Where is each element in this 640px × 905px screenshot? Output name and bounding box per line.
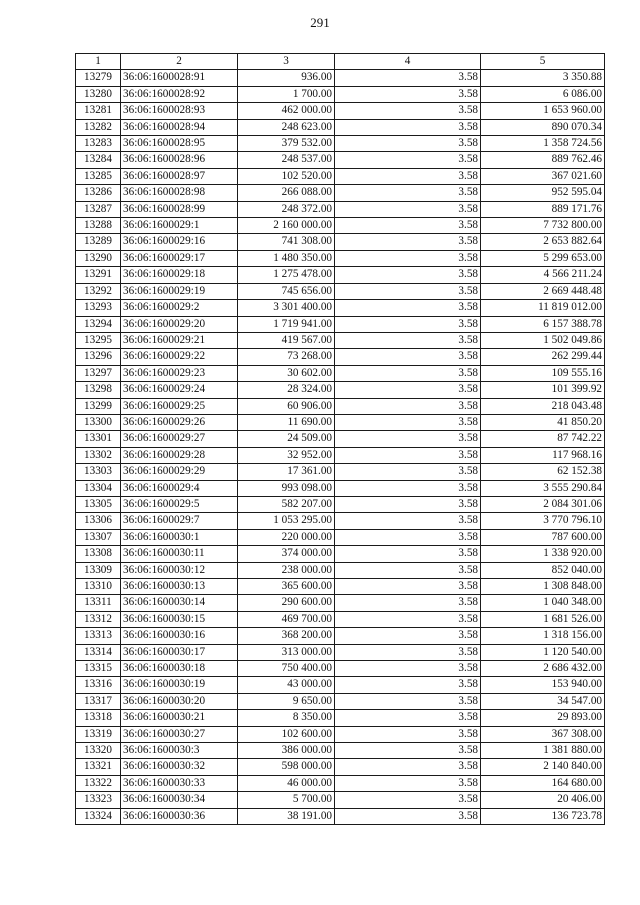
row-number-cell: 13289 (76, 234, 121, 250)
rate-cell: 3.58 (335, 644, 481, 660)
table-row (76, 562, 605, 578)
total-cell: 5 299 653.00 (481, 250, 605, 266)
table-row (76, 792, 605, 808)
table-row (76, 103, 605, 119)
value-cell: 220 000.00 (238, 529, 335, 545)
cadastral-number-cell: 36:06:1600028:99 (121, 201, 238, 217)
total-cell: 101 399.92 (481, 382, 605, 398)
row-number-cell: 13294 (76, 316, 121, 332)
row-number-cell: 13322 (76, 775, 121, 791)
total-cell: 218 043.48 (481, 398, 605, 414)
cadastral-value-table (75, 53, 605, 825)
cadastral-number-cell: 36:06:1600030:16 (121, 628, 238, 644)
cadastral-number-cell: 36:06:1600030:11 (121, 546, 238, 562)
value-cell: 102 600.00 (238, 726, 335, 742)
table-row (76, 464, 605, 480)
row-number-cell: 13297 (76, 365, 121, 381)
column-header-5: 5 (481, 54, 605, 70)
row-number-cell: 13309 (76, 562, 121, 578)
cadastral-number-cell: 36:06:1600029:2 (121, 300, 238, 316)
cadastral-number-cell: 36:06:1600029:22 (121, 349, 238, 365)
row-number-cell: 13314 (76, 644, 121, 660)
total-cell: 2 084 301.06 (481, 496, 605, 512)
total-cell: 34 547.00 (481, 693, 605, 709)
rate-cell: 3.58 (335, 529, 481, 545)
total-cell: 6 086.00 (481, 86, 605, 102)
row-number-cell: 13319 (76, 726, 121, 742)
rate-cell: 3.58 (335, 332, 481, 348)
total-cell: 6 157 388.78 (481, 316, 605, 332)
row-number-cell: 13310 (76, 579, 121, 595)
total-cell: 367 021.60 (481, 168, 605, 184)
page-number: 291 (310, 15, 330, 30)
table-row (76, 185, 605, 201)
table-row (76, 70, 605, 86)
rate-cell: 3.58 (335, 579, 481, 595)
table-header-row (76, 54, 605, 70)
table-row (76, 743, 605, 759)
total-cell: 952 595.04 (481, 185, 605, 201)
cadastral-number-cell: 36:06:1600029:28 (121, 447, 238, 463)
total-cell: 136 723.78 (481, 808, 605, 824)
cadastral-number-cell: 36:06:1600029:4 (121, 480, 238, 496)
value-cell: 73 268.00 (238, 349, 335, 365)
table-row (76, 447, 605, 463)
cadastral-number-cell: 36:06:1600029:25 (121, 398, 238, 414)
value-cell: 750 400.00 (238, 661, 335, 677)
table-row (76, 119, 605, 135)
total-cell: 1 381 880.00 (481, 743, 605, 759)
total-cell: 367 308.00 (481, 726, 605, 742)
rate-cell: 3.58 (335, 103, 481, 119)
total-cell: 20 406.00 (481, 792, 605, 808)
row-number-cell: 13303 (76, 464, 121, 480)
table-row (76, 332, 605, 348)
cadastral-number-cell: 36:06:1600028:93 (121, 103, 238, 119)
cadastral-number-cell: 36:06:1600029:24 (121, 382, 238, 398)
value-cell: 1 719 941.00 (238, 316, 335, 332)
cadastral-number-cell: 36:06:1600030:3 (121, 743, 238, 759)
cadastral-number-cell: 36:06:1600028:92 (121, 86, 238, 102)
rate-cell: 3.58 (335, 628, 481, 644)
value-cell: 17 361.00 (238, 464, 335, 480)
total-cell: 1 502 049.86 (481, 332, 605, 348)
row-number-cell: 13290 (76, 250, 121, 266)
value-cell: 102 520.00 (238, 168, 335, 184)
row-number-cell: 13283 (76, 136, 121, 152)
cadastral-number-cell: 36:06:1600029:5 (121, 496, 238, 512)
rate-cell: 3.58 (335, 775, 481, 791)
table-row (76, 759, 605, 775)
table-body (76, 70, 605, 825)
row-number-cell: 13293 (76, 300, 121, 316)
cadastral-number-cell: 36:06:1600029:27 (121, 431, 238, 447)
value-cell: 386 000.00 (238, 743, 335, 759)
cadastral-number-cell: 36:06:1600030:18 (121, 661, 238, 677)
table-row (76, 595, 605, 611)
value-cell: 8 350.00 (238, 710, 335, 726)
rate-cell: 3.58 (335, 250, 481, 266)
cadastral-number-cell: 36:06:1600029:21 (121, 332, 238, 348)
rate-cell: 3.58 (335, 480, 481, 496)
row-number-cell: 13305 (76, 496, 121, 512)
row-number-cell: 13280 (76, 86, 121, 102)
cadastral-number-cell: 36:06:1600029:16 (121, 234, 238, 250)
row-number-cell: 13298 (76, 382, 121, 398)
table-row (76, 579, 605, 595)
row-number-cell: 13318 (76, 710, 121, 726)
cadastral-number-cell: 36:06:1600030:34 (121, 792, 238, 808)
value-cell: 5 700.00 (238, 792, 335, 808)
total-cell: 852 040.00 (481, 562, 605, 578)
value-cell: 598 000.00 (238, 759, 335, 775)
rate-cell: 3.58 (335, 661, 481, 677)
row-number-cell: 13324 (76, 808, 121, 824)
table-row (76, 710, 605, 726)
row-number-cell: 13284 (76, 152, 121, 168)
row-number-cell: 13320 (76, 743, 121, 759)
rate-cell: 3.58 (335, 398, 481, 414)
cadastral-number-cell: 36:06:1600030:14 (121, 595, 238, 611)
cadastral-number-cell: 36:06:1600029:1 (121, 218, 238, 234)
rate-cell: 3.58 (335, 218, 481, 234)
rate-cell: 3.58 (335, 759, 481, 775)
cadastral-number-cell: 36:06:1600030:19 (121, 677, 238, 693)
rate-cell: 3.58 (335, 693, 481, 709)
rate-cell: 3.58 (335, 365, 481, 381)
total-cell: 11 819 012.00 (481, 300, 605, 316)
rate-cell: 3.58 (335, 447, 481, 463)
total-cell: 3 555 290.84 (481, 480, 605, 496)
cadastral-number-cell: 36:06:1600028:91 (121, 70, 238, 86)
total-cell: 2 669 448.48 (481, 283, 605, 299)
table-row (76, 611, 605, 627)
value-cell: 462 000.00 (238, 103, 335, 119)
cadastral-number-cell: 36:06:1600029:29 (121, 464, 238, 480)
rate-cell: 3.58 (335, 792, 481, 808)
table-row (76, 316, 605, 332)
rate-cell: 3.58 (335, 562, 481, 578)
cadastral-number-cell: 36:06:1600030:21 (121, 710, 238, 726)
cadastral-number-cell: 36:06:1600028:94 (121, 119, 238, 135)
row-number-cell: 13312 (76, 611, 121, 627)
cadastral-number-cell: 36:06:1600029:26 (121, 414, 238, 430)
rate-cell: 3.58 (335, 283, 481, 299)
total-cell: 1 040 348.00 (481, 595, 605, 611)
value-cell: 46 000.00 (238, 775, 335, 791)
cadastral-number-cell: 36:06:1600029:20 (121, 316, 238, 332)
total-cell: 1 308 848.00 (481, 579, 605, 595)
table-row (76, 267, 605, 283)
value-cell: 3 301 400.00 (238, 300, 335, 316)
table-row (76, 529, 605, 545)
total-cell: 7 732 800.00 (481, 218, 605, 234)
table-row (76, 808, 605, 824)
row-number-cell: 13295 (76, 332, 121, 348)
table-row (76, 628, 605, 644)
row-number-cell: 13292 (76, 283, 121, 299)
rate-cell: 3.58 (335, 70, 481, 86)
total-cell: 1 338 920.00 (481, 546, 605, 562)
rate-cell: 3.58 (335, 726, 481, 742)
value-cell: 11 690.00 (238, 414, 335, 430)
total-cell: 4 566 211.24 (481, 267, 605, 283)
table-row (76, 496, 605, 512)
value-cell: 469 700.00 (238, 611, 335, 627)
rate-cell: 3.58 (335, 546, 481, 562)
row-number-cell: 13301 (76, 431, 121, 447)
table-row (76, 300, 605, 316)
value-cell: 419 567.00 (238, 332, 335, 348)
value-cell: 43 000.00 (238, 677, 335, 693)
row-number-cell: 13287 (76, 201, 121, 217)
rate-cell: 3.58 (335, 300, 481, 316)
table-row (76, 136, 605, 152)
total-cell: 117 968.16 (481, 447, 605, 463)
total-cell: 153 940.00 (481, 677, 605, 693)
rate-cell: 3.58 (335, 201, 481, 217)
cadastral-number-cell: 36:06:1600030:32 (121, 759, 238, 775)
rate-cell: 3.58 (335, 382, 481, 398)
rate-cell: 3.58 (335, 86, 481, 102)
cadastral-number-cell: 36:06:1600030:17 (121, 644, 238, 660)
row-number-cell: 13323 (76, 792, 121, 808)
column-header-4: 4 (335, 54, 481, 70)
value-cell: 9 650.00 (238, 693, 335, 709)
total-cell: 2 686 432.00 (481, 661, 605, 677)
table-row (76, 677, 605, 693)
table-row (76, 86, 605, 102)
row-number-cell: 13321 (76, 759, 121, 775)
row-number-cell: 13306 (76, 513, 121, 529)
value-cell: 379 532.00 (238, 136, 335, 152)
total-cell: 62 152.38 (481, 464, 605, 480)
value-cell: 1 480 350.00 (238, 250, 335, 266)
table-row (76, 431, 605, 447)
cadastral-number-cell: 36:06:1600028:97 (121, 168, 238, 184)
rate-cell: 3.58 (335, 710, 481, 726)
table-row (76, 775, 605, 791)
value-cell: 28 324.00 (238, 382, 335, 398)
row-number-cell: 13288 (76, 218, 121, 234)
cadastral-number-cell: 36:06:1600030:27 (121, 726, 238, 742)
rate-cell: 3.58 (335, 611, 481, 627)
cadastral-number-cell: 36:06:1600030:12 (121, 562, 238, 578)
cadastral-number-cell: 36:06:1600030:1 (121, 529, 238, 545)
rate-cell: 3.58 (335, 595, 481, 611)
cadastral-number-cell: 36:06:1600029:23 (121, 365, 238, 381)
total-cell: 889 762.46 (481, 152, 605, 168)
cadastral-number-cell: 36:06:1600030:36 (121, 808, 238, 824)
table-row (76, 218, 605, 234)
value-cell: 1 053 295.00 (238, 513, 335, 529)
row-number-cell: 13315 (76, 661, 121, 677)
value-cell: 248 537.00 (238, 152, 335, 168)
table-row (76, 349, 605, 365)
total-cell: 1 318 156.00 (481, 628, 605, 644)
rate-cell: 3.58 (335, 349, 481, 365)
rate-cell: 3.58 (335, 496, 481, 512)
rate-cell: 3.58 (335, 808, 481, 824)
table-row (76, 382, 605, 398)
rate-cell: 3.58 (335, 267, 481, 283)
value-cell: 365 600.00 (238, 579, 335, 595)
value-cell: 32 952.00 (238, 447, 335, 463)
table-row (76, 644, 605, 660)
value-cell: 741 308.00 (238, 234, 335, 250)
row-number-cell: 13291 (76, 267, 121, 283)
table-row (76, 480, 605, 496)
column-header-3: 3 (238, 54, 335, 70)
rate-cell: 3.58 (335, 168, 481, 184)
value-cell: 266 088.00 (238, 185, 335, 201)
row-number-cell: 13313 (76, 628, 121, 644)
table-row (76, 168, 605, 184)
value-cell: 1 700.00 (238, 86, 335, 102)
table-row (76, 283, 605, 299)
row-number-cell: 13296 (76, 349, 121, 365)
row-number-cell: 13308 (76, 546, 121, 562)
row-number-cell: 13307 (76, 529, 121, 545)
row-number-cell: 13311 (76, 595, 121, 611)
rate-cell: 3.58 (335, 119, 481, 135)
value-cell: 1 275 478.00 (238, 267, 335, 283)
total-cell: 109 555.16 (481, 365, 605, 381)
value-cell: 24 509.00 (238, 431, 335, 447)
total-cell: 164 680.00 (481, 775, 605, 791)
row-number-cell: 13302 (76, 447, 121, 463)
row-number-cell: 13285 (76, 168, 121, 184)
cadastral-number-cell: 36:06:1600028:95 (121, 136, 238, 152)
total-cell: 29 893.00 (481, 710, 605, 726)
cadastral-number-cell: 36:06:1600030:15 (121, 611, 238, 627)
table-row (76, 414, 605, 430)
value-cell: 368 200.00 (238, 628, 335, 644)
total-cell: 787 600.00 (481, 529, 605, 545)
row-number-cell: 13316 (76, 677, 121, 693)
rate-cell: 3.58 (335, 414, 481, 430)
total-cell: 87 742.22 (481, 431, 605, 447)
rate-cell: 3.58 (335, 743, 481, 759)
table-row (76, 546, 605, 562)
cadastral-number-cell: 36:06:1600028:96 (121, 152, 238, 168)
cadastral-number-cell: 36:06:1600029:18 (121, 267, 238, 283)
rate-cell: 3.58 (335, 136, 481, 152)
row-number-cell: 13281 (76, 103, 121, 119)
table-row (76, 152, 605, 168)
value-cell: 993 098.00 (238, 480, 335, 496)
cadastral-number-cell: 36:06:1600029:7 (121, 513, 238, 529)
total-cell: 41 850.20 (481, 414, 605, 430)
row-number-cell: 13299 (76, 398, 121, 414)
rate-cell: 3.58 (335, 234, 481, 250)
table-row (76, 726, 605, 742)
total-cell: 2 653 882.64 (481, 234, 605, 250)
table-row (76, 398, 605, 414)
cadastral-number-cell: 36:06:1600030:20 (121, 693, 238, 709)
cadastral-number-cell: 36:06:1600029:17 (121, 250, 238, 266)
rate-cell: 3.58 (335, 677, 481, 693)
value-cell: 313 000.00 (238, 644, 335, 660)
value-cell: 38 191.00 (238, 808, 335, 824)
value-cell: 936.00 (238, 70, 335, 86)
total-cell: 3 350.88 (481, 70, 605, 86)
table-row (76, 513, 605, 529)
rate-cell: 3.58 (335, 431, 481, 447)
row-number-cell: 13317 (76, 693, 121, 709)
total-cell: 889 171.76 (481, 201, 605, 217)
value-cell: 248 623.00 (238, 119, 335, 135)
rate-cell: 3.58 (335, 185, 481, 201)
row-number-cell: 13279 (76, 70, 121, 86)
table-row (76, 661, 605, 677)
value-cell: 248 372.00 (238, 201, 335, 217)
value-cell: 60 906.00 (238, 398, 335, 414)
cadastral-number-cell: 36:06:1600030:13 (121, 579, 238, 595)
row-number-cell: 13300 (76, 414, 121, 430)
row-number-cell: 13282 (76, 119, 121, 135)
table-row (76, 201, 605, 217)
total-cell: 3 770 796.10 (481, 513, 605, 529)
total-cell: 1 681 526.00 (481, 611, 605, 627)
value-cell: 374 000.00 (238, 546, 335, 562)
row-number-cell: 13286 (76, 185, 121, 201)
table-row (76, 365, 605, 381)
value-cell: 238 000.00 (238, 562, 335, 578)
column-header-1: 1 (76, 54, 121, 70)
total-cell: 262 299.44 (481, 349, 605, 365)
value-cell: 2 160 000.00 (238, 218, 335, 234)
table-row (76, 693, 605, 709)
cadastral-number-cell: 36:06:1600029:19 (121, 283, 238, 299)
rate-cell: 3.58 (335, 464, 481, 480)
rate-cell: 3.58 (335, 513, 481, 529)
table-row (76, 234, 605, 250)
table-row (76, 250, 605, 266)
rate-cell: 3.58 (335, 316, 481, 332)
value-cell: 290 600.00 (238, 595, 335, 611)
total-cell: 890 070.34 (481, 119, 605, 135)
column-header-2: 2 (121, 54, 238, 70)
total-cell: 2 140 840.00 (481, 759, 605, 775)
cadastral-number-cell: 36:06:1600028:98 (121, 185, 238, 201)
value-cell: 745 656.00 (238, 283, 335, 299)
total-cell: 1 120 540.00 (481, 644, 605, 660)
cadastral-number-cell: 36:06:1600030:33 (121, 775, 238, 791)
total-cell: 1 653 960.00 (481, 103, 605, 119)
rate-cell: 3.58 (335, 152, 481, 168)
row-number-cell: 13304 (76, 480, 121, 496)
value-cell: 30 602.00 (238, 365, 335, 381)
value-cell: 582 207.00 (238, 496, 335, 512)
total-cell: 1 358 724.56 (481, 136, 605, 152)
